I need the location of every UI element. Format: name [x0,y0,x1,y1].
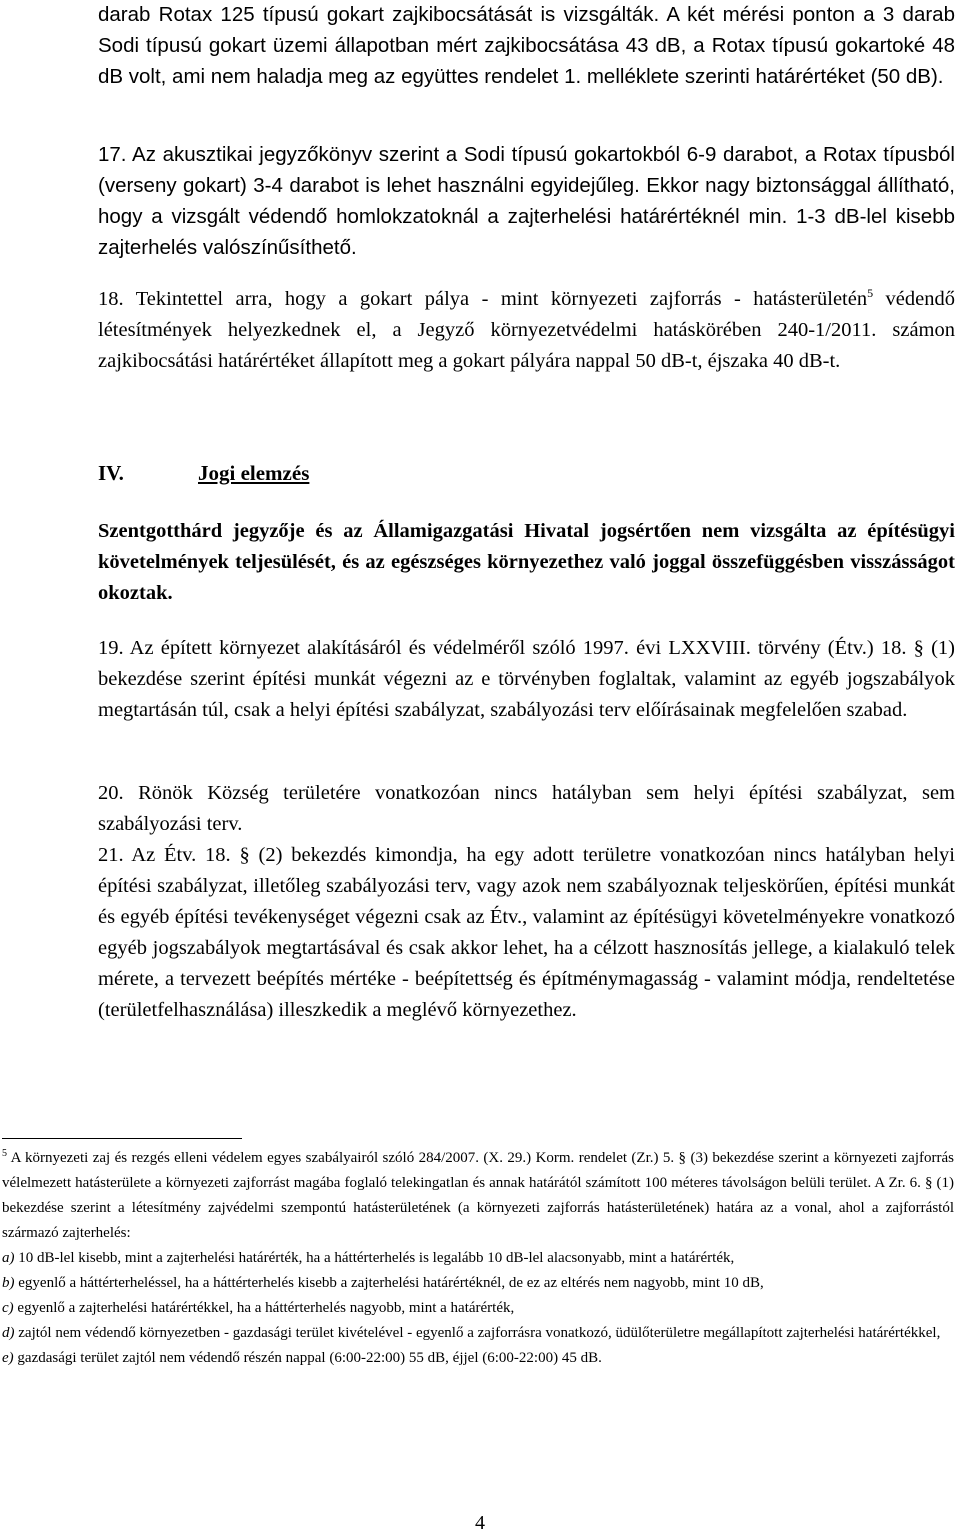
list-letter: e) [2,1350,14,1366]
page-number: 4 [475,1512,485,1534]
footnote-list-item [2,1246,954,1271]
footnote-list-item [2,1296,954,1321]
section-heading [98,461,309,486]
paragraph-19: 19. Az épített környezet alakításáról és védelméről szóló 1997. évi LXXVIII. törvény (Étv.) 18. § (1) bekezdése szerint építési munkát végezni az e törvényben foglaltak, valamint az egyéb jogszabályok megtartásán túl, csak a helyi építési szabályzat, szabályozási terv előírásainak megfelelően szabad. [98,637,955,721]
footnote-intro: A környezeti zaj és rezgés elleni védelem egyes szabályairól szóló 284/2007. (X. 29.) Korm. rendelet (Zr.) 5. § (3) bekezdése szerint a környezeti zajforrás vélelmezett hatásterülete a környezeti zajforrást magába foglaló telekingatlan és annak határától számított 100 méteres távolságon belüli terület. A Zr. 6. § (1) bekezdése szerint a létesítmény zajvédelmi szempontú hatásterületének (a környezeti zajforrás hatásterületének) határa az a vonal, ahol a zajforrástól származó zajterhelés: [2,1150,954,1241]
list-text: egyenlő a zajterhelési határértékkel, ha a háttérterhelés nagyobb, mint a határérték, [13,1300,515,1316]
paragraph-17: 17. Az akusztikai jegyzőkönyv szerint a Sodi típusú gokartokból 6-9 darabot, a Rotax típusból (verseny gokart) 3-4 darabot is lehet használni egyidejűleg. Ekkor nagy biztonsággal állítható, hogy a vizsgált védendő homlokzatoknál a zajterhelési határértéknél min. 1-3 dB-lel kisebb zajterhelés valószínűsíthető. [98,143,955,259]
list-text: gazdasági terület zajtól nem védendő részén nappal (6:00-22:00) 55 dB, éjjel (6:00-22:00) 45 dB. [13,1350,602,1366]
footnote-list-item [2,1271,954,1296]
footnote-list-item [2,1321,954,1346]
section-bold-statement: Szentgotthárd jegyzője és az Államigazgatási Hivatal jogsértően nem vizsgálta az építésügyi követelmények teljesülését, és az egészséges környezethez való joggal összefüggésben visszásságot okoztak. [98,520,955,604]
paragraph-16-continuation: darab Rotax 125 típusú gokart zajkibocsátását is vizsgálták. A két mérési ponton a 3 darab Sodi típusú gokart üzemi állapotban mért zajkibocsátása 43 dB, a Rotax típusú gokartoké 48 dB volt, ami nem haladja meg az együttes rendelet 1. melléklete szerinti határértéket (50 dB). [98,3,955,88]
paragraph-18-text-a: 18. Tekintettel arra, hogy a gokart pálya - mint környezeti zajforrás - hatásterületén [98,288,868,310]
list-letter: d) [2,1325,15,1341]
footnote-reference[interactable]: 5 [867,286,874,301]
list-text: 10 dB-lel kisebb, mint a zajterhelési határérték, ha a háttérterhelés is legalább 10 dB-lel alacsonyabb, mint a határérték, [14,1250,735,1266]
list-letter: b) [2,1275,15,1291]
paragraph-18 [98,284,955,377]
list-text: zajtól nem védendő környezetben - gazdasági terület kivételével - egyenlő a zajforrásra vonatkozó, üdülőterületre megállapított zajterhelési határértékkel, [14,1325,941,1341]
footnote-list-item [2,1346,954,1371]
footnote-marker: 5 [2,1148,7,1159]
list-letter: a) [2,1250,15,1266]
footnotes [2,1146,954,1371]
paragraph-20: 20. Rönök Község területére vonatkozóan nincs hatályban sem helyi építési szabályzat, sem szabályozási terv. [98,782,955,835]
list-text: egyenlő a háttérterheléssel, ha a háttérterhelés kisebb a zajterhelési határértéknél, de ez az eltérés nem nagyobb, mint 10 dB, [14,1275,764,1291]
footnote-5 [2,1146,954,1246]
section-title: Jogi elemzés [198,461,310,485]
footnote-divider [2,1138,242,1139]
section-number: IV. [98,461,124,485]
list-letter: c) [2,1300,14,1316]
paragraph-18-text-b: védendő létesítmények helyezkednek el, a Jegyző környezetvédelmi hatáskörében 240-1/2011. számon zajkibocsátási határértéket állapított meg a gokart pályára nappal 50 dB-t, éjszaka 40 dB-t. [98,288,956,372]
paragraph-21: 21. Az Étv. 18. § (2) bekezdés kimondja, ha egy adott területre vonatkozóan nincs hatályban helyi építési szabályzat, illetőleg szabályozási terv, vagy azok nem szabályoznak teljeskörűen, építési munkát és egyéb építési tevékenységet végezni csak az Étv., valamint az építésügyi követelményekre vonatkozó egyéb jogszabályok megtartásával és csak akkor lehet, ha a célzott hasznosítás jellege, a kialakuló telek mérete, a tervezett beépítés mértéke - beépítettség és építménymagasság - valamint módja, rendeltetése (területfelhasználása) illeszkedik a meglévő környezethez. [98,844,955,1021]
